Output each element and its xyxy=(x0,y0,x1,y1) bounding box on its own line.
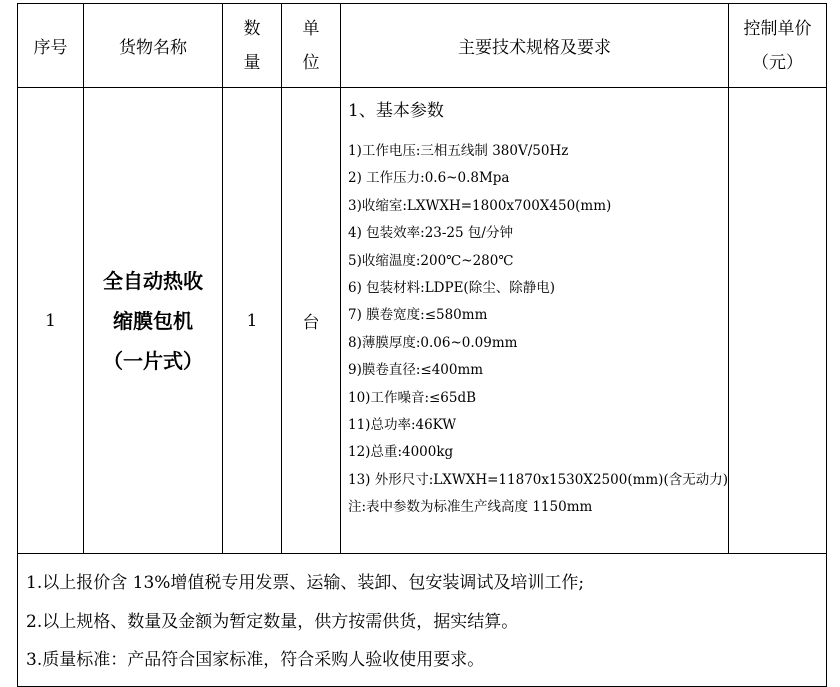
spec-item: 13) 外形尺寸:LXWXH=11870x1530X2500(mm)(含无动力) xyxy=(348,471,728,488)
spec-item: 4) 包装效率:23-25 包/分钟 xyxy=(348,225,513,242)
header-quantity: 数量 xyxy=(223,4,282,88)
spec-item: 11)总功率:46KW xyxy=(348,417,457,434)
spec-item: 6) 包装材料:LDPE(除尘、除静电) xyxy=(348,280,555,297)
spec-item: 2) 工作压力:0.6~0.8Mpa xyxy=(348,170,510,187)
spec-title: 1、基本参数 xyxy=(348,101,444,121)
header-spec: 主要技术规格及要求 xyxy=(341,4,729,88)
spec-item: 3)收缩室:LXWXH=1800x700X450(mm) xyxy=(348,197,612,214)
spec-item: 注:表中参数为标准生产线高度 1150mm xyxy=(348,499,593,516)
header-row xyxy=(18,4,827,88)
note-line: 1.以上报价含 13%增值税专用发票、运输、装卸、包安装调试及培训工作; xyxy=(26,573,585,593)
header-price: 控制单价（元） xyxy=(729,4,827,88)
spec-item: 9)膜卷直径:≤400mm xyxy=(348,362,484,379)
quotation-table xyxy=(17,3,827,687)
note-line: 3.质量标准：产品符合国家标准，符合采购人验收使用要求。 xyxy=(26,650,485,670)
spec-item: 8)薄膜厚度:0.06~0.09mm xyxy=(348,334,518,351)
row-price xyxy=(729,88,827,554)
spec-item: 7) 膜卷宽度:≤580mm xyxy=(348,307,488,324)
row-name: 全自动热收缩膜包机（一片式） xyxy=(84,88,223,554)
row-quantity: 1 xyxy=(223,88,282,554)
table-row xyxy=(18,88,827,554)
spec-item: 12)总重:4000kg xyxy=(348,444,454,461)
row-spec xyxy=(341,88,729,554)
notes-row xyxy=(18,554,827,687)
spec-item: 1)工作电压:三相五线制 380V/50Hz xyxy=(348,143,569,159)
row-index: 1 xyxy=(18,88,84,554)
notes-cell xyxy=(18,554,827,687)
header-name: 货物名称 xyxy=(84,4,223,88)
header-unit: 单位 xyxy=(282,4,341,88)
note-line: 2.以上规格、数量及金额为暂定数量，供方按需供货，据实结算。 xyxy=(26,611,519,632)
row-unit: 台 xyxy=(282,88,341,554)
header-index: 序号 xyxy=(18,4,84,88)
spec-item: 10)工作噪音:≤65dB xyxy=(348,389,477,406)
spec-item: 5)收缩温度:200℃~280℃ xyxy=(348,252,514,269)
spec-list xyxy=(348,138,728,522)
